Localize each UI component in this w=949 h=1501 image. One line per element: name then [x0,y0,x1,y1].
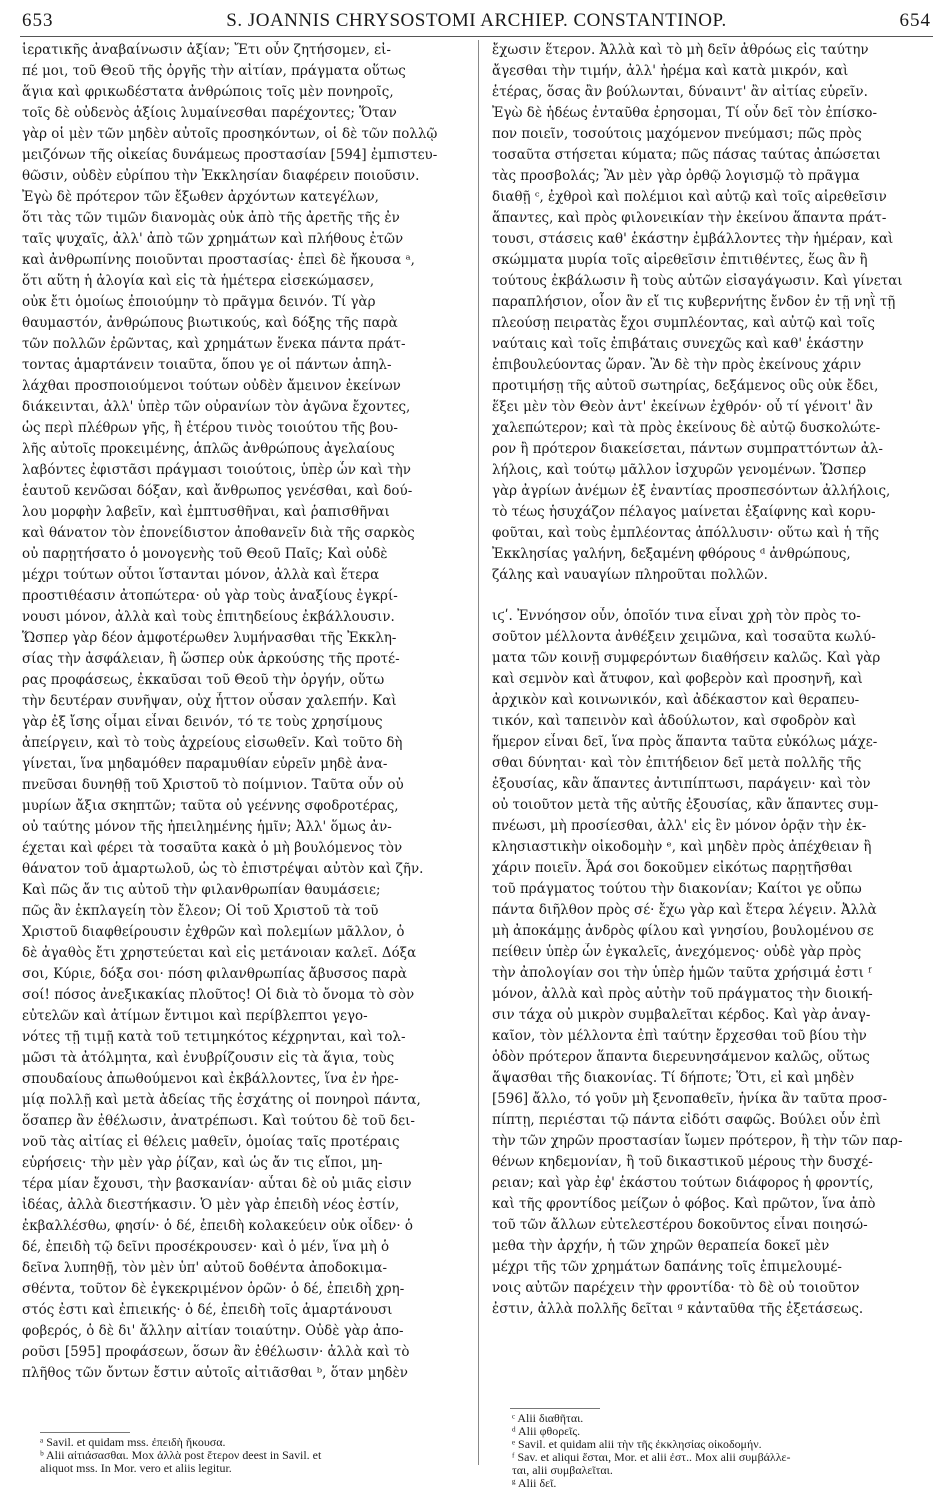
text-line: τοῦ τῶν ἄλλων εὐτελεστέρου δοκοῦντος εἶναι ποιησώ- [492,1217,868,1233]
text-line: σοί! πόσος ἀνεξικακίας πλοῦτος! Οἱ διὰ τὸ ὄνομα τὸ σὸν [22,987,415,1003]
text-line: ὁδὸν πρότερον ἅπαντα διερευνησάμενον καλῶς, οὕτως [492,1049,870,1065]
footnote: ᵇ Alii αἰτιάσασθαι. Mox ἀλλὰ post ἕτερον deest in Savil. et [40,1448,322,1462]
text-line: τὴν τῶν χηρῶν προστασίαν ἴωμεν πρότερον, ἢ τὴν τῶν παρ- [492,1133,903,1149]
text-line: λήλοις, καὶ τούτῳ μᾶλλον ἰσχυρῶν γενομένων. Ὥσπερ [492,462,867,478]
footnote: ᵃ Savil. et quidam mss. ἐπειδὴ ἤκουσα. [40,1435,226,1449]
text-line: πέ μοι, τοῦ Θεοῦ τῆς ὀργῆς τὴν αἰτίαν, πράγματα οὕτως [22,63,406,79]
text-line: τοσαῦτα στήσεται κύματα; πῶς πάσας ταύτας ἀπώσεται [492,147,881,163]
text-line: καὶ σεμνὸν καὶ ἄτυφον, καὶ φοβερὸν καὶ προσηνῆ, καὶ [492,671,863,687]
text-line: τὴν δευτέραν συνῆψαν, οὐχ ἧττον οὖσαν χαλεπήν. Καὶ [22,693,397,709]
text-line: μίᾳ πολλῇ καὶ μετὰ ἀδείας τῆς ἐσχάτης οἱ πονηροὶ πάντα, [22,1092,421,1108]
text-line: διάκεινται, ἀλλ' ὑπὲρ τῶν οὐρανίων τὸν ἀγῶνα ἔχοντες, [22,399,411,415]
text-line: ὅσαπερ ἂν ἐθέλωσιν, ἀνατρέπωσι. Καὶ τούτου δὲ τοῦ δει- [22,1113,415,1129]
text-line: δὲ ἀγαθὸς ἔτι χρηστεύεται καὶ εἰς μετάνοιαν καλεῖ. Δόξα [22,945,417,961]
text-line: τουσι, στάσεις καθ' ἑκάστην ἐμβάλλοντες τὴν ἡμέραν, καὶ [492,231,894,247]
text-line: σπουδαίους ἀπωθούμενοι καὶ ἐκβάλλοντες, ἵνα ἐν ἠρε- [22,1071,399,1087]
text-line: λου μορφὴν λαβεῖν, καὶ ἐμπτυσθῆναι, καὶ ῥαπισθῆναι [22,504,390,520]
text-line: μὴ ἀποκάμῃς ἀνδρὸς φίλου καὶ γνησίου, βουλομένου σε [492,923,874,939]
text-line: ἐπιβουλεύοντας ὥραν. Ἂν δὲ τὴν πρὸς ἐκείνους χάριν [492,357,862,373]
text-line: οὐ παρῃτήσατο ὁ μονογενὴς τοῦ Θεοῦ Παῖς; Καὶ οὐδὲ [22,546,388,562]
footnote: ᶠ Sav. et aliqui ἔσται, Mor. et alii ἐστ.. Mox alii συμβάλλε- [512,1450,791,1464]
text-line: Ἐκκλησίας γαλήνη, δεξαμένη φθόρους ᵈ ἀνθρώπους, [492,546,851,562]
footnote: aliquot mss. In Mor. vero et aliis legitur. [40,1461,232,1475]
text-line: ὅτι αὕτη ἡ ἀλογία καὶ εἰς τὰ ἡμέτερα εἰσεκώμασεν, [22,273,375,289]
text-line: τὰς προσβολάς; Ἂν μὲν γὰρ ὀρθῷ λογισμῷ τὸ πρᾶγμα [492,168,860,184]
text-line: εὑρήσεις· τὴν μὲν γὰρ ῥίζαν, καὶ ὡς ἄν τις εἴποι, μη- [22,1155,383,1171]
text-line: τικόν, καὶ ταπεινὸν καὶ ἀδούλωτον, καὶ σφοδρὸν καὶ [492,713,857,729]
text-line: ἅψασθαι τῆς διακονίας. Τί δήποτε; Ὅτι, εἰ καὶ μηδὲν [492,1070,855,1086]
text-line: ρον ἢ πρότερον διακείσεται, πάντων συμπραττόντων ἀλ- [492,441,883,457]
text-line: [596] ἄλλο, τό γοῦν μὴ ξενοπαθεῖν, ἡνίκα ἂν ταῦτα προσ- [492,1091,888,1107]
footnote: ται, alii συμβαλεῖται. [512,1463,613,1477]
text-line: θένων κηδεμονίαν, ἢ τοῦ δικαστικοῦ μέρους τὴν δυσχέ- [492,1154,873,1170]
text-line: ὡς περὶ πλέθρων γῆς, ἢ ἑτέρου τινὸς τοιούτου τῆς βου- [22,420,398,436]
footnote: ᵉ Savil. et quidam alii τὴν τῆς ἐκκλησίας οἰκοδομήν. [512,1437,762,1451]
text-line: εὐτελῶν καὶ ἀτίμων ἔντιμοι καὶ περίβλεπτοι γεγο- [22,1008,368,1024]
text-line: πλεούσῃ πειρατὰς ἔχοι συμπλέοντας, καὶ αὐτῷ καὶ τοῖς [492,315,875,331]
text-line: πλῆθος τῶν ὄντων ἔστιν αὐτοῖς αἰτιᾶσθαι ᵇ, ὅταν μηδὲν [22,1365,408,1381]
section-gap [492,586,942,606]
text-line: έχεται καὶ φέρει τὰ τοσαῦτα κακὰ ὁ μὴ βουλόμενος τὸν [22,840,403,856]
page-number-right: 654 [899,10,931,31]
text-line: πνεῦσαι δυνηθῇ τοῦ Χριστοῦ τὸ ποίμνιον. Ταῦτα οὖν οὐ [22,777,404,793]
text-line: σιν τάχα οὐ μικρὸν συμβαλεῖται κέρδος. Καὶ γὰρ ἀναγ- [492,1007,871,1023]
text-line: ἑαυτοῦ κενῶσαι δόξαν, καὶ ἄνθρωπος γενέσθαι, καὶ δού- [22,483,413,499]
text-line: χάριν ποιεῖν. Ἆρά σοι δοκοῦμεν εἰκότως παρῃτῆσθαι [492,860,853,876]
text-line: χαλεπώτερον; καὶ τὰ πρὸς ἐκείνους δὲ αὐτῷ δυσκολώτε- [492,420,881,436]
left-column [22,40,474,1384]
text-line: λαβόντες ἐφιστᾶσι πράγμασι τοιούτοις, ὑπὲρ ὧν καὶ τὴν [22,462,411,478]
text-line: παραπλήσιον, οἷον ἂν εἴ τις κυβερνήτης ἔνδον ἐν τῇ νηῒ τῇ [492,294,896,310]
text-line: γὰρ ἐξ ἴσης οἶμαι εἶναι δεινόν, τό τε τοὺς χρησίμους [22,714,383,730]
text-line: σκώμματα μυρία τοῖς αἱρεθεῖσιν ἐπιτιθέντες, ἕως ἂν ἢ [492,252,868,268]
text-line: ἰδέας, ἀλλὰ διεστήκασιν. Ὁ μὲν γὰρ ἐπειδὴ νέος ἐστίν, [22,1197,400,1213]
text-line: ἱερατικῆς ἀναβαίνωσιν ἀξίαν; Ἔτι οὖν ζητήσομεν, εἰ- [22,42,391,58]
footnote: ᵈ Alii φθορεῖς. [512,1424,581,1438]
footnote: ᶜ Alii διαθῆται. [512,1411,584,1425]
text-line: προτιμήσῃ τῆς αὐτοῦ σωτηρίας, δεξάμενος οὓς οὐκ ἔδει, [492,378,879,394]
text-line: Καὶ πῶς ἄν τις αὐτοῦ τὴν φιλανθρωπίαν θαυμάσειε; [22,882,381,898]
text-line: οὐ τοιοῦτον μετὰ τῆς αὐτῆς ἐξουσίας, κἂν ἅπαντες συμ- [492,797,879,813]
text-line: στός ἐστι καὶ ἐπιεικής· ὁ δέ, ἐπειδὴ τοῖς ἁμαρτάνουσι [22,1302,393,1318]
text-line: ἀπείργειν, καὶ τὸ τοὺς ἀχρείους εἰσωθεῖν. Καὶ τοῦτο δὴ [22,735,403,751]
text-line: καῖον, τὸν μέλλοντα ἐπὶ ταύτην ἔρχεσθαι τοῦ βίου τὴν [492,1028,867,1044]
text-line: πνέωσι, μὴ προσίεσθαι, ἀλλ' εἰς ἓν μόνον ὁρᾷν τὴν ἐκ- [492,818,867,834]
text-line: νοῦ τὰς αἰτίας εἰ θέλεις μαθεῖν, ὁμοίας ταῖς προτέραις [22,1134,400,1150]
footnote-rule-right [510,1408,600,1409]
text-line: φοβερός, ὁ δὲ δι' ἄλλην αἰτίαν τοιαύτην. Οὐδὲ γὰρ ἀπο- [22,1323,404,1339]
text-line: δεῖνα λυπηθῇ, τὸν μὲν ὑπ' αὐτοῦ δοθέντα ἀποδοκιμα- [22,1260,388,1276]
text-line: τούτους ἐκβάλωσιν ἢ τοὺς αὑτῶν εἰσαγάγωσιν. Καὶ γίνεται [492,273,903,289]
text-line: πῶς ἂν ἐκπλαγείη τὸν ἔλεον; Οἱ τοῦ Χριστοῦ τὰ τοῦ [22,903,379,919]
text-line: τὸ τέως ἡσυχάζον πέλαγος μαίνεται ἐξαίφνης καὶ κορυ- [492,504,876,520]
text-line: Ὥσπερ γὰρ δέον ἀμφοτέρωθεν λυμήνασθαι τῆς Ἐκκλη- [22,630,397,646]
text-line: τέρα μίαν ἔχουσι, τὴν βασκανίαν· αὗται δὲ οὐ μιᾶς εἰσιν [22,1176,412,1192]
text-line: ἕξει μὲν τὸν Θεὸν ἀντ' ἐκείνων ἐχθρόν· οὗ τί γένοιτ' ἂν [492,399,873,415]
text-line: Ἐγὼ δὲ ἡδέως ἐνταῦθα ἐρησομαι, Τί οὖν δεῖ τὸν ἐπίσκο- [492,105,878,121]
text-line: σοῦτον μέλλοντα ἀνθέξειν χειμῶνα, καὶ τοσαῦτα κωλύ- [492,629,876,645]
text-line: ἐκβαλλέσθω, φησίν· ὁ δέ, ἐπειδὴ κολακεύειν οὐκ οἶδεν· ὁ [22,1218,413,1234]
text-line: μεθα τὴν ἀρχήν, ἡ τῶν χηρῶν θεραπεία δοκεῖ μὲν [492,1238,830,1254]
text-line: γὰρ ἀγρίων ἀνέμων ἐξ ἐναντίας προσπεσόντων ἀλλήλοις, [492,483,891,499]
text-line: σίας τὴν ἀσφάλειαν, ἢ ὥσπερ οὐκ ἀρκούσης τῆς προτέ- [22,651,400,667]
text-line: ἐστιν, ἀλλὰ πολλῆς δεῖται ᵍ κἀνταῦθα τῆς ἐξετάσεως. [492,1301,864,1317]
text-line: τοντας ἁμαρτάνειν τοιαῦτα, ὅπου γε οἱ πάντων ἀπηλ- [22,357,392,373]
text-line: διαθῇ ᶜ, ἐχθροὶ καὶ πολέμιοι καὶ αὐτῷ καὶ τοῖς αἱρεθεῖσιν [492,189,887,205]
text-line: μέχρι τούτων οὗτοι ἵστανται μόνον, ἀλλὰ καὶ ἕτερα [22,567,380,583]
text-line: ροῦσι [595] προφάσεων, ὅσων ἂν ἐθέλωσιν· ἀλλὰ καὶ τὸ [22,1344,410,1360]
text-line: μόνον, ἀλλὰ καὶ πρὸς αὐτὴν τοῦ πράγματος τὴν διοική- [492,986,873,1002]
text-line: θῶσιν, οὐδὲν εὐρίπου τὴν Ἐκκλησίαν διαφέρειν ποιοῦσιν. [22,168,420,184]
text-line: δέ, ἐπειδὴ τῷ δεῖνι προσέκρουσεν· καὶ ὁ μέν, ἵνα μὴ ὁ [22,1239,390,1255]
right-column [492,40,944,1320]
text-line: ταῖς ψυχαῖς, ἀλλ' ἀπὸ τῶν χρημάτων καὶ πλήθους ἐτῶν [22,231,404,247]
text-line: Χριστοῦ διαφθείρουσιν ἐχθρῶν καὶ πολεμίων μᾶλλον, ὁ [22,924,405,940]
text-line: θάνατον τοῦ ἁμαρτωλοῦ, ὡς τὸ ἐπιστρέψαι αὐτὸν καὶ ζῆν. [22,861,424,877]
text-line: Ἐγὼ δὲ πρότερον τῶν ἔξωθεν ἀρχόντων κατεγέλων, [22,189,379,205]
text-line: καὶ ἀνθρωπίνης ποιοῦνται προστασίας· ἐπεὶ δὲ ἤκουσα ᵃ, [22,252,415,268]
text-line: προστιθέασιν ἀτοπώτερα· οὐ γὰρ τοὺς ἀναξίους ἐγκρί- [22,588,398,604]
header-rule [20,36,933,37]
text-line: ἥμερον εἶναι δεῖ, ἵνα πρὸς ἅπαντα ταῦτα εὐκόλως μάχε- [492,734,878,750]
text-line: σθέντα, τοῦτον δὲ ἐγκεκριμένον ὁρῶν· ὁ δέ, ἐπειδὴ χρη- [22,1281,405,1297]
text-line: ἑτέρας, ὅσας ἂν βούλωνται, δύναιντ' ἂν αἰτίας εὑρεῖν. [492,84,868,100]
text-line: ρας προφάσεως, ἐκκαῦσαι τοῦ Θεοῦ τὴν ὀργήν, οὕτω [22,672,385,688]
footnote: ᵍ Alii δεῖ. [512,1476,557,1490]
text-line: ἐξουσίας, κἂν ἅπαντες ἀντιπίπτωσι, παράγειν· καὶ τὸν [492,776,871,792]
text-line: ζάλης καὶ ναυαγίων πληροῦται πολλῶν. [492,567,768,583]
text-line: οὐ ταύτης μόνον τῆς ἠπειλημένης ἡμῖν; Ἀλλ' ὅμως ἀν- [22,819,392,835]
text-line: ἅπαντες, καὶ πρὸς φιλονεικίαν τὴν ἐκείνου ἅπαντα πράτ- [492,210,887,226]
footnotes-left [40,1436,470,1475]
text-line: τοῦ πράγματος τούτου τὴν διακονίαν; Καίτοι γε οὔπω [492,881,862,897]
footnote-rule-left [40,1432,130,1433]
text-line: νοις αὐτῶν παρέχειν τὴν φροντίδα· τὸ δὲ οὐ τοιοῦτον [492,1280,860,1296]
text-line: τὴν ἀπολογίαν σοι τὴν ὑπὲρ ἡμῶν ταῦτα χρήσιμά ἐστι ᶠ [492,965,872,981]
text-line: πείθειν ὑπὲρ ὧν ἐγκαλεῖς, ἀνεχόμενος· οὐδὲ γὰρ πρὸς [492,944,862,960]
text-line: μυρίων ἄξια σκηπτῶν; ταῦτα οὐ γεέννης σφοδροτέρας, [22,798,399,814]
text-line: λάχθαι προσποιούμενοι τούτων οὐδὲν ἄμεινον ἐκείνων [22,378,401,394]
text-line: ἅγια καὶ φρικωδέστατα ἀνθρώποις τοῖς μὲν πονηροῖς, [22,84,394,100]
text-line: νότες τῇ τιμῇ κατὰ τοῦ τετιμηκότος κέχρηνται, καὶ τολ- [22,1029,406,1045]
text-line: ἀρχικὸν καὶ κοινωνικόν, καὶ ἀδέκαστον καὶ θεραπευ- [492,692,860,708]
text-line: τοῖς δὲ οὐδενὸς ἀξίοις λυμαίνεσθαι παρέχοντες; Ὅταν [22,105,397,121]
text-line: ὅτι τὰς τῶν τιμῶν διανομὰς οὐκ ἀπὸ τῆς ἀρετῆς τῆς ἐν [22,210,400,226]
text-line: λῆς αὐτοῖς προκειμένης, ἁπλῶς ἀνθρώπους ἀγελαίους [22,441,395,457]
text-line: ἄγεσθαι τὴν τιμήν, ἀλλ' ἠρέμα καὶ κατὰ μικρόν, καὶ [492,63,849,79]
text-line: γίνεται, ἵνα μηδαμόθεν παραμυθίαν εὑρεῖν μηδὲ ἀνα- [22,756,388,772]
text-line: μέχρι τῆς τῶν χρημάτων δαπάνης τοῖς ἐπιμελουμέ- [492,1259,842,1275]
text-line: καὶ θάνατον τὸν ἐπονείδιστον ἀποθανεῖν διὰ τῆς σαρκὸς [22,525,415,541]
footnotes-right [512,1412,942,1490]
text-line: θαυμαστόν, ἀνθρώπους βιωτικούς, καὶ δόξης τῆς παρὰ [22,315,398,331]
column-separator [478,40,479,1465]
running-title: S. JOANNIS CHRYSOSTOMI ARCHIEP. CONSTANTINOP. [226,10,727,31]
text-line: οὐκ ἔτι ὁμοίως ἐποιούμην τὸ πρᾶγμα δεινόν. Τί γὰρ [22,294,376,310]
text-line: ρειαν; καὶ γὰρ ἐφ' ἑκάστου τούτων διάφορος ἡ φροντίς, [492,1175,874,1191]
text-line: πάντα διῆλθον πρὸς σέ· ἔχω γὰρ καὶ ἕτερα λέγειν. Ἀλλὰ [492,902,877,918]
text-line: γὰρ οἱ μὲν τῶν μηδὲν αὐτοῖς προσηκόντων, οἱ δὲ τῶν πολλῷ [22,126,438,142]
running-header [22,8,931,34]
page-number-left: 653 [22,10,54,31]
text-line: πίπτῃ, περιέσται τῷ πάντα εἰδότι σαφῶς. Βούλει οὖν ἐπὶ [492,1112,881,1128]
text-line: πον ποιεῖν, τοσούτοις μαχόμενον πνεύμασι; πῶς πρὸς [492,126,862,142]
text-line: φοῦται, καὶ τοὺς ἐμπλέοντας ἀπόλλυσιν· οὕτω καὶ ἡ τῆς [492,525,880,541]
text-line: σθαι δύνηται· καὶ τὸν ἐπιτήδειον δεῖ μετὰ πολλῆς τῆς [492,755,862,771]
text-line: ἔχωσιν ἕτερον. Ἀλλὰ καὶ τὸ μὴ δεῖν ἀθρόως εἰς ταύτην [492,42,869,58]
text-line: τῶν πολλῶν ἐρῶντας, καὶ χρημάτων ἕνεκα πάντα πράτ- [22,336,406,352]
text-line: μῶσι τὰ ἀτόλμητα, καὶ ἐνυβρίζουσιν εἰς τὰ ἅγια, τοὺς [22,1050,395,1066]
text-line: κλησιαστικὴν οἰκοδομὴν ᵉ, καὶ μηδὲν πρὸς ἀπέχθειαν ἢ [492,839,872,855]
text-line: σοι, Κύριε, δόξα σοι· πόση φιλανθρωπίας ἄβυσσος παρὰ [22,966,407,982]
text-line: ιϛʹ. Ἐννόησον οὖν, ὁποῖόν τινα εἶναι χρὴ τὸν πρὸς το- [492,608,861,624]
text-line: καὶ τῆς φροντίδος μείζων ὁ φόβος. Καὶ πρῶτον, ἵνα ἀπὸ [492,1196,876,1212]
text-line: μειζόνων τῆς οἰκείας δυνάμεως προστασίαν [594] ἐμπιστευ- [22,147,438,163]
text-line: ματα τῶν κοινῇ συμφερόντων διαθήσειν καλῶς. Καὶ γὰρ [492,650,881,666]
text-line: νουσι μόνον, ἀλλὰ καὶ τοὺς ἐπιτηδείους ἐκβάλλουσιν. [22,609,395,625]
text-line: ναύταις καὶ τοῖς ἐπιβάταις συνεχῶς καὶ καθ' ἑκάστην [492,336,864,352]
